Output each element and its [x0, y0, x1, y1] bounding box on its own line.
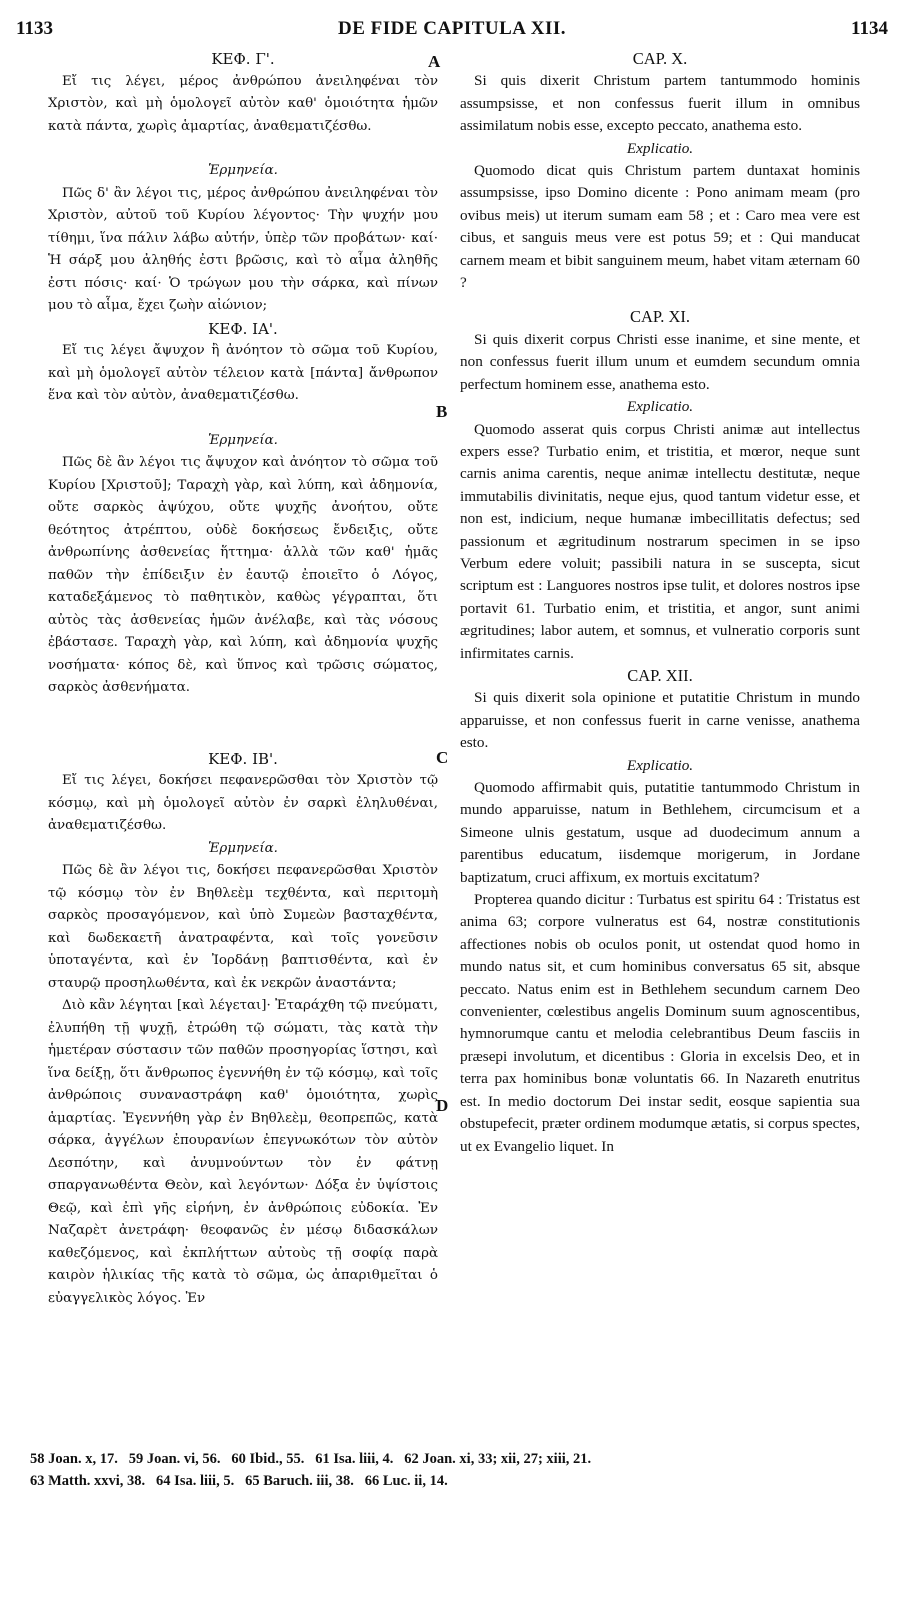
latin-explanation-text: Quomodo affirmabit quis, putatitie tantummodo Christum in mundo apparuisse, natum in Bethlehem, circumcisum et a Simeone ulnis gestatum, usque ad duodecimum annum a parentibus educatum, iisdemque morigerum, in Jordane baptizatum, cruci affixum, ex mortuis excitatum?	[460, 779, 860, 886]
greek-explanation-heading: Ἑρμηνεία.	[208, 432, 278, 448]
greek-chapter-12-text: Εἴ τις λέγει, δοκήσει πεφανερῶσθαι τὸν Χριστὸν τῷ κόσμῳ, καὶ μὴ ὁμολογεῖ αὐτὸν ἐν σαρκὶ ἐληλυθέναι, ἀναθεματιζέσθω.	[48, 773, 438, 833]
right-page-number: 1134	[851, 18, 888, 39]
footnote-line: 58 Joan. x, 17. 59 Joan. vi, 56. 60 Ibid., 55. 61 Isa. liii, 4. 62 Joan. xi, 33; xii, 27; xiii, 21.	[30, 1451, 592, 1467]
footnotes	[30, 1448, 880, 1492]
latin-chapter-11-heading: CAP. XI.	[629, 307, 691, 327]
page-header	[0, 18, 904, 46]
greek-chapter-11-text: Εἴ τις λέγει ἄψυχον ἢ ἀνόητον τὸ σῶμα τοῦ Κυρίου, καὶ μὴ ὁμολογεῖ αὐτὸν τέλειον κατὰ [πάντα] ἄνθρωπον ἕνα καὶ τὸν αὐτὸν, ἀναθεματιζέσθω.	[48, 343, 438, 403]
latin-column	[460, 48, 860, 1158]
greek-chapter-12-heading: ΚΕΦ. ΙΒ'.	[208, 749, 278, 768]
margin-marker-d: D	[436, 1096, 449, 1115]
greek-explanation-text: Διὸ κἂν λέγηται [καὶ λέγεται]· Ἐταράχθη τῷ πνεύματι, ἐλυπήθη τῇ ψυχῇ, ἐτρώθη τῷ σώματι, τὰς κατὰ τὴν ἡμετέραν σύστασιν τῶν παθῶν προσηγορίας ἵστησι, καὶ ἵνα δείξῃ, ὅτι ἄνθρωπος ἐγεννήθη ἐν τῷ κόσμῳ, καὶ τοῖς ἀνθρώποις συναναστράφη καθ' ὁμοιότητα, χωρὶς ἁμαρτίας. Ἐγεννήθη γὰρ ἐν Βηθλεὲμ, θεοπρεπῶς, κατὰ σάρκα, ἀγγέλων ἐπουρανίων ἐπεγνωκότων τὸν αὐτὸν Δεσπότην, καὶ ἀνυμνούντων τὸν ἐν φάτνῃ σπαργανωθέντα Θεὸν, καὶ λεγόντων· Δόξα ἐν ὑψίστοις Θεῷ, καὶ ἐπὶ γῆς εἰρήνη, ἐν ἀνθρώποις εὐδοκία. Ἐν Ναζαρὲτ ἀνετράφη· θεοφανῶς ἐν μέσῳ διδασκάλων καθεζόμενος, καὶ ἐκπλήττων αὐτοὺς τῇ σοφίᾳ παρὰ καιρὸν ἡλικίας τῆς κατὰ τὸ σῶμα, ὡς ἀπαριθμεῖται ὁ εὐαγγελικὸς λόγος. Ἐν	[48, 998, 438, 1306]
latin-explanation-heading: Explicatio.	[626, 398, 694, 416]
spacer	[48, 408, 438, 430]
latin-explanation-text: Quomodo dicat quis Christum partem duntaxat hominis assumpsisse, ipso Domino dicente : Pono animam meam (pro ovibus meis) ut iterum sumam eam 58 ; et : Caro mea vere est cibus, et sanguis meus vere est potus 59; et : Qui manducat carnem meam et bibit sanguinem meum, habet vitam æternam 60 ?	[460, 162, 860, 292]
margin-marker-a: A	[428, 52, 441, 71]
greek-column	[48, 48, 441, 1310]
latin-explanation-heading: Explicatio.	[626, 756, 694, 774]
left-page-number: 1133	[16, 18, 53, 39]
spacer	[48, 700, 438, 748]
spacer	[460, 294, 860, 306]
footnote-line: 63 Matth. xxvi, 38. 64 Isa. liii, 5. 65 Baruch. iii, 38. 66 Luc. ii, 14.	[30, 1473, 448, 1489]
margin-marker-c: C	[436, 748, 449, 767]
margin-marker-b: B	[436, 402, 448, 421]
greek-explanation-text: Πῶς δὲ ἂν λέγοι τις, δοκήσει πεφανερῶσθαι Χριστὸν τῷ κόσμῳ τὸν ἐν Βηθλεὲμ τεχθέντα, καὶ περιτομὴ σαρκὸς προσαγόμενον, καὶ ὑπὸ Συμεὼν βασταχθέντα, καὶ δωδεκαετῆ ἀνατραφέντα, καὶ τοῖς γονεῦσιν ὑποταγέντα, καὶ ἐν Ἰορδάνῃ βαπτισθέντα, καὶ ἐν σταυρῷ προσηλωθέντα, καὶ ἐκ νεκρῶν ἀναστάντα;	[48, 863, 438, 991]
greek-explanation-text: Πῶς δὲ ἂν λέγοι τις ἄψυχον καὶ ἀνόητον τὸ σῶμα τοῦ Κυρίου [Χριστοῦ]; Ταραχὴ γὰρ, καὶ λύπη, καὶ ἀδημονία, οὔτε σαρκὸς ἀψύχου, οὔτε ψυχῆς ἀνοήτου, οὔτε θεότητος ἀτρέπτου, οὐδὲ δοκήσεως ἔνδειξις, οὔτε ἀνθρωπίνης ἀσθενείας ἥττημα· ἀλλὰ τῶν καθ' ἡμᾶς παθῶν τὴν ἐπίδειξιν ἐν ἑαυτῷ ἐποιεῖτο ὁ Λόγος, καταδεξάμενος τὸ παθητικὸν, καθὼς γέγραπται, ὅτι αὐτὸς τὰς ἀσθενείας ἡμῶν ἀνέλαβε, καὶ τὰς νόσους ἐβάστασε. Ταραχὴ γὰρ, καὶ λύπη, καὶ ἀδημονία ψυχῆς νοσήματα· κόπος δὲ, καὶ ὕπνος καὶ τρῶσις σώματος, σαρκὸς ἀσθενήματα.	[48, 455, 438, 695]
latin-chapter-10-heading: CAP. X.	[632, 49, 688, 68]
spacer	[48, 138, 438, 160]
greek-chapter-10-heading: ΚΕΦ. Γ'.	[211, 50, 275, 68]
greek-explanation-heading: Ἑρμηνεία.	[208, 840, 278, 856]
latin-chapter-12-heading: CAP. XII.	[627, 665, 693, 685]
latin-chapter-10-text: Si quis dixerit Christum partem tantummodo hominis assumpsisse, et non confessus fuerit illum in omnibus assimilatum nobis esse, excepto peccato, anathema esto.	[460, 72, 860, 135]
latin-chapter-11-text: Si quis dixerit corpus Christi esse inanime, et sine mente, et non confessus fuerit illum unum et eumdem secundum omnia perfectum hominem esse, anathema esto.	[460, 330, 860, 393]
greek-explanation-heading: Ἑρμηνεία.	[208, 163, 278, 178]
greek-chapter-10-text: Εἴ τις λέγει, μέρος ἀνθρώπου ἀνειληφέναι τὸν Χριστὸν, καὶ μὴ ὁμολογεῖ αὐτὸν καθ' ὁμοιότητα ἡμῶν κατὰ πάντα, χωρὶς ἁμαρτίας, ἀναθεματιζέσθω.	[48, 73, 438, 134]
latin-chapter-12-text: Si quis dixerit sola opinione et putatitie Christum in mundo apparuisse, et non confessus fuerit in carne venisse, anathema esto.	[460, 689, 860, 752]
latin-explanation-text: Propterea quando dicitur : Turbatus est spiritu 64 : Tristatus est anima 63; corpore vulneratus est 64, nostræ constitutionis affectiones nobis ob oculos ponit, ut ostendat quod homo in mundo natus sit, et cum hominibus conversatus 65 sit, absque peccato. Natus enim est in Bethlehem secundum carnem Deo convenienter, cœlestibus angelis Dominum suum agnoscentibus, hymnorumque cantu et melodia celebrantibus Deum fasciis in præsepi involutum, et dicentibus : Gloria in excelsis Deo, et in terra pax hominibus bonæ voluntatis 66. In Nazareth enutritus est. In medio doctorum Dei instar sedit, eosque sapientia sua obstupefecit, præter ordinem modumque ætatis, si corpus spectes, ut ex Evangelio liquet. In	[460, 891, 860, 1155]
greek-explanation-text: Πῶς δ' ἂν λέγοι τις, μέρος ἀνθρώπου ἀνειληφέναι τὸν Χριστὸν, αὐτοῦ τοῦ Κυρίου λέγοντος· Τὴν ψυχήν μου τίθημι, ἵνα πάλιν λάβω αὐτήν, ὑπὲρ τῶν προβάτων· καί· Ἡ σάρξ μου ἀληθής ἐστι βρῶσις, καὶ τὸ αἷμα ἀληθῆς ἐστι πόσις· καί· Ὁ τρώγων μου τὴν σάρκα, καὶ πίνων μου τὸ αἷμα, ἔχει ζωὴν αἰώνιον;	[48, 185, 438, 313]
running-title: DE FIDE CAPITULA XII.	[338, 18, 566, 39]
latin-explanation-heading: Explicatio.	[626, 139, 694, 157]
latin-explanation-text: Quomodo asserat quis corpus Christi animæ aut intellectus expers esse? Turbatio enim, et tristitia, et mœror, neque sunt carnis anima carentis, neque animæ intellectu destitutæ, neque immutabilis divinitatis, neque ejus, quod tantum videtur esse, et non est, indicium, neque humanæ imbecillitatis defectus; sed passionum et ægritudinum nostrarum specimen in se ipso Verbum edere voluit; passibili natura in se suscepta, sicut scriptum est : Languores nostros ipse tulit, et dolores nostros ipse portavit 61. Turbatio enim, et tristitia, et angor, sunt animi ægritudines; labor autem, et somnus, et vulneratio corporis sunt infirmitates carnis.	[460, 420, 860, 662]
greek-chapter-11-heading: ΚΕΦ. ΙΑ'.	[208, 319, 278, 338]
